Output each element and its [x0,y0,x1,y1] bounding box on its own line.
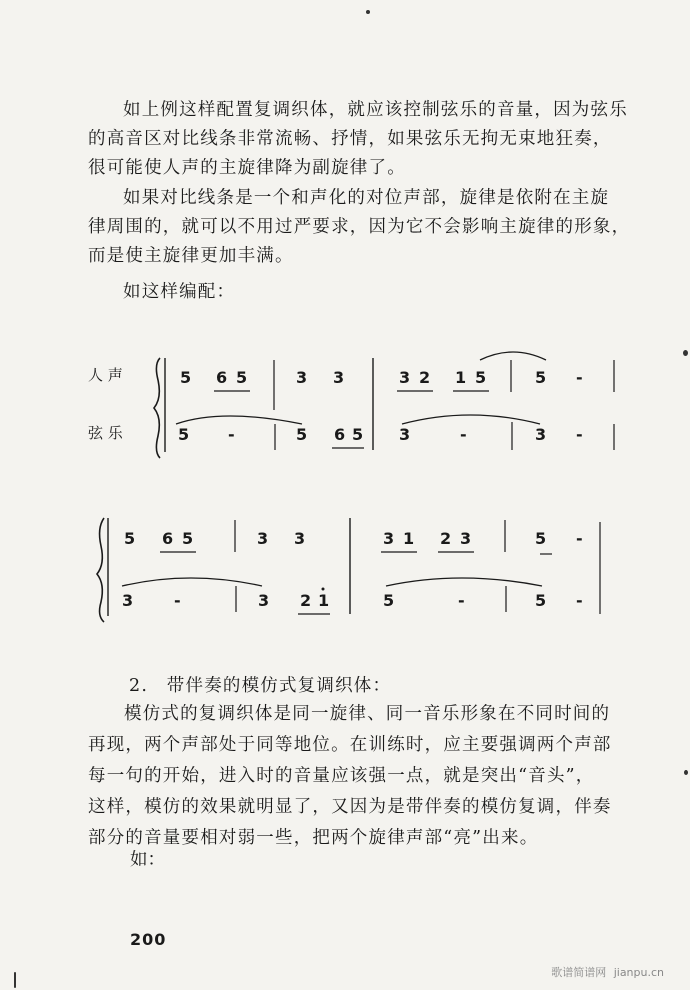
system-brace [154,358,160,458]
note: 3 [399,368,411,387]
note: 5 [383,591,395,610]
watermark-site-en: jianpu.cn [613,966,664,979]
watermark-site-cn: 歌谱简谱网 [551,966,607,979]
note: 6 [216,368,228,387]
paragraph-1 [88,96,648,183]
note: 3 [296,368,308,387]
note: 5 [535,368,547,387]
note: 5 [236,368,248,387]
note: 5 [182,529,194,548]
paragraph-2-line-2: 律周围的，就可以不用过严要求，因为它不会影响主旋律的形象， [88,217,631,237]
section-2-line-4: 这样，模仿的效果就明显了，又因为是带伴奏的模仿复调，伴奏 [88,797,612,817]
part-label-strings: 弦 乐 [88,424,123,442]
note: 2 [300,591,312,610]
note: 3 [122,591,134,610]
section-2-line-2: 再现，两个声部处于同等地位。在训练时，应主要强调两个声部 [88,735,612,755]
paragraph-1-line-3: 很可能使人声的主旋律降为副旋律了。 [88,158,406,178]
note: 5 [475,368,487,387]
note: 1 [455,368,467,387]
note: - [174,591,181,610]
note: 5 [535,529,547,548]
part-label-voice: 人 声 [88,366,123,384]
score-system-1 [0,340,690,460]
note: 1 [403,529,415,548]
section-2-line-5: 部分的音量要相对弱一些，把两个旋律声部“亮”出来。 [88,828,539,848]
note: 5 [352,425,364,444]
note: - [576,529,583,548]
example-intro: 如这样编配： [123,282,236,302]
score-system-2 [0,512,690,624]
paragraph-1-line-1: 如上例这样配置复调织体，就应该控制弦乐的音量，因为弦乐 [123,100,628,120]
note: 3 [333,368,345,387]
tie-arc [176,416,302,424]
scan-speck [683,350,688,356]
note: - [576,368,583,387]
tie-arc [386,578,542,586]
note: 3 [258,591,270,610]
note: - [576,591,583,610]
note: 5 [124,529,136,548]
note: - [460,425,467,444]
note: 3 [460,529,472,548]
scan-speck [366,10,370,14]
paragraph-1-line-2: 的高音区对比线条非常流畅、抒情，如果弦乐无拘无束地狂奏， [88,129,612,149]
note: 5 [296,425,308,444]
note: 3 [399,425,411,444]
note: - [458,591,465,610]
system-brace [97,518,104,622]
scan-speck [14,972,16,988]
scan-speck [684,770,688,775]
note: 5 [535,591,547,610]
note: 2 [440,529,452,548]
note: 3 [535,425,547,444]
note: 3 [383,529,395,548]
section-2-heading: 2. 带伴奏的模仿式复调织体： [129,676,392,696]
note: - [228,425,235,444]
note: 1 [318,591,330,610]
high-octave-dot [322,588,325,591]
paragraph-2-line-3: 而是使主旋律更加丰满。 [88,246,294,266]
tie-arc [480,352,546,360]
example-label: 如： [130,850,165,870]
paragraph-2-line-1: 如果对比线条是一个和声化的对位声部，旋律是依附在主旋 [123,188,610,208]
note: 5 [178,425,190,444]
section-2-line-1: 模仿式的复调织体是同一旋律、同一音乐形象在不同时间的 [124,704,611,724]
note: 6 [334,425,346,444]
note: 2 [419,368,431,387]
watermark [547,964,664,980]
section-2-line-3: 每一句的开始，进入时的音量应该强一点，就是突出“音头”， [88,766,595,786]
note: 5 [180,368,192,387]
page-number: 200 [130,930,167,949]
note: 3 [257,529,269,548]
tie-arc [122,578,262,586]
section-2-paragraph [88,700,648,855]
tie-arc [402,415,540,424]
paragraph-2 [88,184,648,271]
note: - [576,425,583,444]
note: 3 [294,529,306,548]
note: 6 [162,529,174,548]
